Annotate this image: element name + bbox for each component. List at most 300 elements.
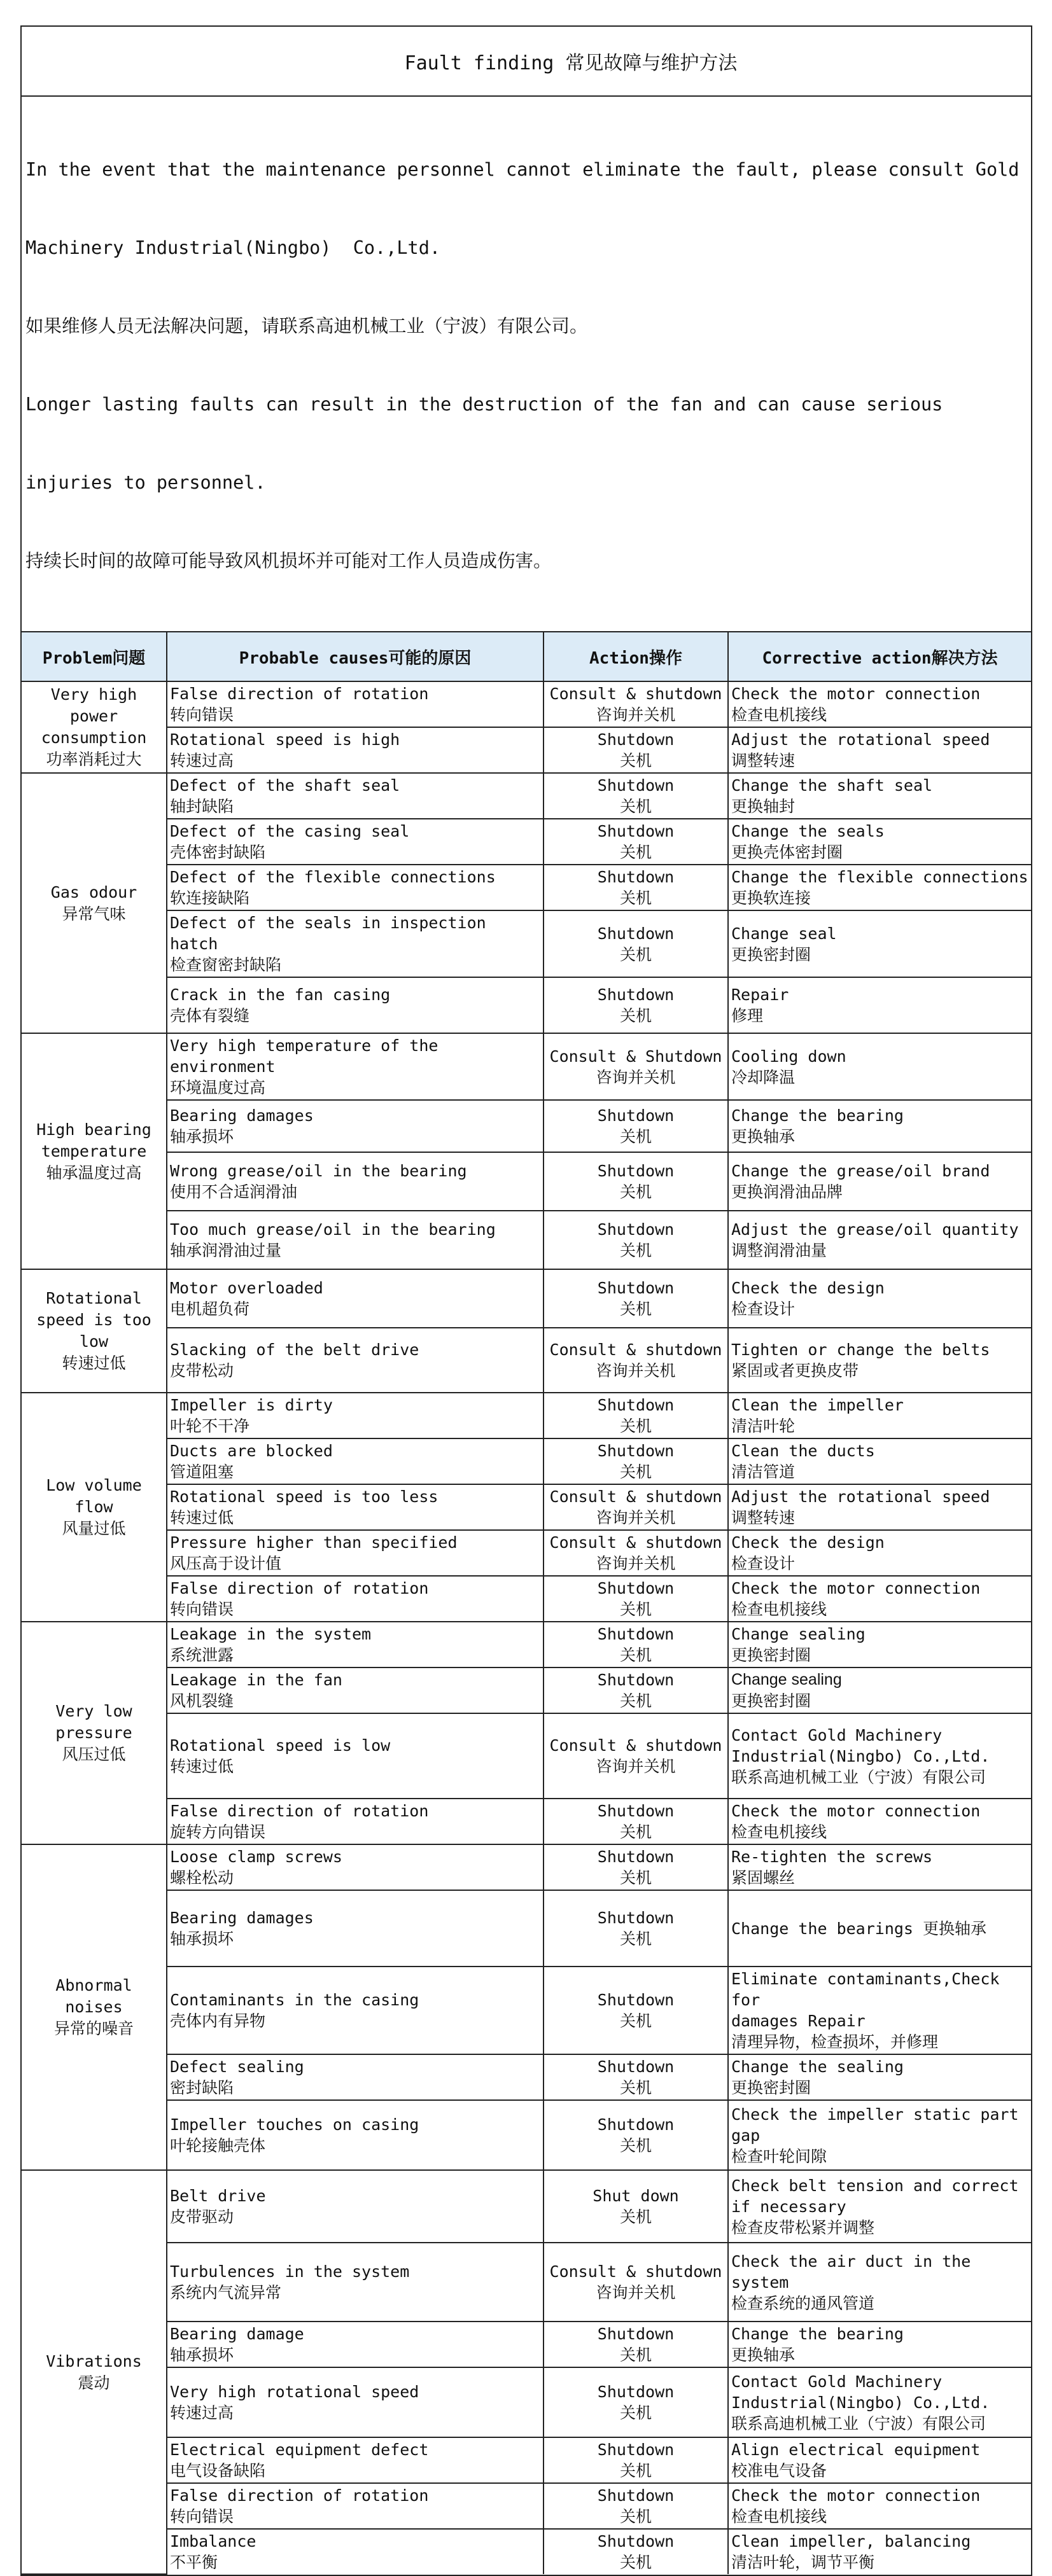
action-cell	[544, 2100, 728, 2170]
cell-line: 更换轴承	[731, 2346, 796, 2364]
cause-cell	[167, 2367, 544, 2437]
cell-line: 关机	[619, 1869, 652, 1887]
corrective-cell	[728, 2322, 1031, 2367]
corrective-cell	[728, 977, 1031, 1033]
cell-line: Shutdown	[597, 985, 675, 1004]
cell-line: 叶轮不干净	[170, 1417, 250, 1435]
action-cell	[544, 1713, 728, 1799]
cell-line: 关机	[619, 2346, 652, 2364]
cell-line: 轴承润滑油过量	[170, 1241, 282, 1260]
corrective-cell	[728, 819, 1031, 865]
cell-line: Rotational speed is low	[170, 1736, 391, 1755]
cell-line: 皮带松动	[170, 1361, 234, 1380]
action-cell	[544, 1393, 728, 1438]
problem-cell	[22, 1393, 167, 1622]
page-title: Fault finding 常见故障与维护方法	[22, 27, 1031, 97]
action-cell	[544, 2367, 728, 2437]
corrective-cell	[728, 1211, 1031, 1269]
cell-line: 关机	[619, 2461, 652, 2480]
cell-line: 检查电机接线	[731, 1823, 827, 1841]
cell-line: Shutdown	[597, 822, 675, 840]
cell-line: Loose clamp screws	[170, 1848, 342, 1866]
cell-line: Shutdown	[597, 2486, 675, 2505]
table-row	[22, 1967, 1031, 2054]
cell-line: Adjust the rotational speed	[731, 1487, 990, 1506]
cause-cell	[167, 1844, 544, 1890]
cell-line: 风压过低	[62, 1745, 126, 1764]
action-cell	[544, 2322, 728, 2367]
cell-line: Clean the impeller	[731, 1396, 904, 1414]
cell-line: 关机	[619, 797, 652, 816]
cell-line: 清洁叶轮，调节平衡	[731, 2553, 875, 2572]
intro-notice	[22, 97, 1031, 632]
cell-line: Re-tighten the screws	[731, 1848, 933, 1866]
cell-line: Adjust the grease/oil quantity	[731, 1220, 1019, 1239]
cell-line: Impeller touches on casing	[170, 2115, 419, 2134]
cell-line: 更换壳体密封圈	[731, 843, 843, 861]
action-cell	[544, 2054, 728, 2100]
cause-cell	[167, 2100, 544, 2170]
cell-line: Shutdown	[597, 1442, 675, 1460]
cell-line: Change the flexible connections	[731, 868, 1028, 886]
cell-line: 管道阻塞	[170, 1463, 234, 1481]
action-cell	[544, 2483, 728, 2529]
cause-cell	[167, 865, 544, 910]
cell-line: speed is too	[36, 1311, 151, 1329]
intro-line: injuries to personnel.	[25, 472, 266, 493]
cell-line: 清洁管道	[731, 1463, 796, 1481]
corrective-cell	[728, 1033, 1031, 1100]
cell-line: 调整转速	[731, 1508, 796, 1527]
corrective-cell	[728, 1890, 1031, 1967]
cause-cell	[167, 1713, 544, 1799]
corrective-cell	[728, 2483, 1031, 2529]
cell-line: 关机	[619, 2208, 652, 2226]
cell-line: 软连接缺陷	[170, 889, 250, 907]
cell-line: Repair	[731, 985, 789, 1004]
cause-cell	[167, 2529, 544, 2574]
cell-line: Shutdown	[597, 924, 675, 943]
table-row	[22, 2437, 1031, 2483]
cell-line: 咨询并关机	[596, 1554, 676, 1573]
cell-line: Ducts are blocked	[170, 1442, 333, 1460]
cell-line: 调整润滑油量	[731, 1241, 827, 1260]
cause-cell	[167, 977, 544, 1033]
corrective-cell	[728, 1100, 1031, 1152]
cell-line: Change sealing	[731, 1671, 842, 1688]
cell-line: 更换密封圈	[731, 945, 811, 964]
cell-line: Check the air duct in the system	[731, 2252, 971, 2292]
cell-line: Very high temperature of the environment	[170, 1036, 438, 1076]
cell-line: Impeller is dirty	[170, 1396, 333, 1414]
cell-line: 转向错误	[170, 1600, 234, 1619]
cell-line: 校准电气设备	[731, 2461, 827, 2480]
cell-line: Check the impeller static part	[731, 2105, 1019, 2124]
cell-line: 关机	[619, 2553, 652, 2572]
table-row	[22, 2483, 1031, 2529]
table-row	[22, 2322, 1031, 2367]
table-row	[22, 1393, 1031, 1438]
cell-line: 调整转速	[731, 751, 796, 770]
cell-line: 轴封缺陷	[170, 797, 234, 816]
cell-line: Consult & shutdown	[549, 1533, 722, 1552]
cell-line: 转向错误	[170, 2507, 234, 2526]
cell-line: 转速过低	[170, 1757, 234, 1776]
cell-line: Slacking of the belt drive	[170, 1340, 419, 1359]
corrective-cell	[728, 1967, 1031, 2054]
cell-line: Change the seals	[731, 822, 885, 840]
cell-line: Clean the ducts	[731, 1442, 875, 1460]
cell-line: False direction of rotation	[170, 1802, 429, 1820]
cell-line: 关机	[619, 1241, 652, 1260]
cell-line: 更换密封圈	[731, 1692, 811, 1710]
table-row	[22, 1438, 1031, 1484]
table-row	[22, 1530, 1031, 1576]
cell-line: 风压高于设计值	[170, 1554, 282, 1573]
cell-line: Check the design	[731, 1533, 885, 1552]
cell-line: 壳体密封缺陷	[170, 843, 266, 861]
corrective-cell	[728, 2243, 1031, 2322]
cell-line: Shutdown	[597, 1909, 675, 1927]
action-cell	[544, 1890, 728, 1967]
cell-line: Shutdown	[597, 2115, 675, 2134]
action-cell	[544, 1100, 728, 1152]
cell-line: Crack in the fan casing	[170, 985, 391, 1004]
table-row	[22, 1328, 1031, 1393]
cell-line: 检查电机接线	[731, 1600, 827, 1619]
problem-cell	[22, 1269, 167, 1393]
cell-line: 关机	[619, 1183, 652, 1201]
cell-line: Rotational speed is high	[170, 730, 400, 749]
cause-cell	[167, 1269, 544, 1328]
cell-line: 轴承损坏	[170, 1930, 234, 1948]
cell-line: 检查系统的通风管道	[731, 2294, 875, 2313]
cell-line: Belt drive	[170, 2187, 266, 2205]
cell-line: 紧固或者更换皮带	[731, 1361, 859, 1380]
cell-line: 咨询并关机	[596, 1757, 676, 1776]
cell-line: 环境温度过高	[170, 1078, 266, 1097]
cell-line: Defect of the flexible connections	[170, 868, 496, 886]
cell-line: Pressure higher than specified	[170, 1533, 458, 1552]
cell-line: 关机	[619, 1300, 652, 1318]
cell-line: Consult & shutdown	[549, 685, 722, 703]
cell-line: low	[79, 1332, 109, 1351]
cell-line: Defect of the seals in inspection hatch	[170, 914, 486, 953]
cell-line: 壳体内有异物	[170, 2012, 266, 2030]
corrective-cell	[728, 681, 1031, 727]
cell-line: Very high rotational speed	[170, 2383, 419, 2401]
table-body	[22, 681, 1031, 2574]
cell-line: Very high power	[50, 685, 137, 725]
cell-line: Change seal	[731, 924, 837, 943]
cell-line: 紧固螺丝	[731, 1869, 796, 1887]
corrective-cell	[728, 1530, 1031, 1576]
action-cell	[544, 1484, 728, 1530]
cell-line: Change the shaft seal	[731, 776, 933, 795]
action-cell	[544, 1667, 728, 1713]
cell-line: Shutdown	[597, 2325, 675, 2343]
corrective-cell	[728, 1667, 1031, 1713]
cause-cell	[167, 1667, 544, 1713]
cell-line: Change sealing	[731, 1625, 866, 1643]
cell-line: 震动	[78, 2373, 110, 2392]
cell-line: 密封缺陷	[170, 2078, 234, 2097]
cell-line: 不平衡	[170, 2553, 218, 2572]
cell-line: 咨询并关机	[596, 1508, 676, 1527]
corrective-cell	[728, 727, 1031, 773]
corrective-cell	[728, 1799, 1031, 1844]
action-cell	[544, 1033, 728, 1100]
intro-line: In the event that the maintenance personnel cannot eliminate the fault, please consult Gold	[25, 159, 1020, 180]
cause-cell	[167, 2243, 544, 2322]
cell-line: 联系高迪机械工业（宁波）有限公司	[731, 1767, 986, 1786]
cell-line: 关机	[619, 2136, 652, 2155]
cell-line: Electrical equipment defect	[170, 2440, 429, 2459]
cell-line: Shutdown	[597, 1106, 675, 1125]
table-row	[22, 773, 1031, 819]
cause-cell	[167, 1967, 544, 2054]
cell-line: 咨询并关机	[596, 1361, 676, 1380]
cell-line: Change the grease/oil brand	[731, 1162, 990, 1180]
cell-line: Rotational speed is too less	[170, 1487, 438, 1506]
table-row	[22, 1713, 1031, 1799]
cell-line: False direction of rotation	[170, 685, 429, 703]
cause-cell	[167, 819, 544, 865]
table-row	[22, 2243, 1031, 2322]
cell-line: 关机	[619, 751, 652, 770]
cell-line: 清理异物，检查损坏，并修理	[731, 2033, 939, 2051]
cell-line: Change the bearing	[731, 2325, 904, 2343]
corrective-cell	[728, 2529, 1031, 2574]
cause-cell	[167, 2170, 544, 2243]
corrective-cell	[728, 2367, 1031, 2437]
cell-line: 关机	[619, 889, 652, 907]
cell-line: Clean impeller, balancing	[731, 2532, 971, 2551]
action-cell	[544, 1844, 728, 1890]
problem-cell	[22, 1844, 167, 2170]
cell-line: Shutdown	[597, 730, 675, 749]
table-row	[22, 1622, 1031, 1667]
cell-line: Vibrations	[46, 2351, 142, 2371]
cell-line: Contaminants in the casing	[170, 1991, 419, 2009]
cell-line: Shutdown	[597, 2440, 675, 2459]
cause-cell	[167, 681, 544, 727]
cell-line: 转速过高	[170, 751, 234, 770]
cell-line: Shutdown	[597, 2532, 675, 2551]
cell-line: 更换密封圈	[731, 1646, 811, 1664]
cell-line: Consult & shutdown	[549, 2262, 722, 2281]
cell-line: 清洁叶轮	[731, 1417, 796, 1435]
cause-cell	[167, 2437, 544, 2483]
table-row	[22, 1211, 1031, 1269]
corrective-cell	[728, 2437, 1031, 2483]
cell-line: 咨询并关机	[596, 2283, 676, 2302]
table-row	[22, 1033, 1031, 1100]
table-row	[22, 1152, 1031, 1211]
cell-line: 更换密封圈	[731, 2078, 811, 2097]
cell-line: Shutdown	[597, 1991, 675, 2009]
cell-line: Change the sealing	[731, 2057, 904, 2076]
cell-line: Contact Gold Machinery	[731, 1725, 943, 1744]
cell-line: 转向错误	[170, 706, 234, 724]
action-cell	[544, 1622, 728, 1667]
cause-cell	[167, 1100, 544, 1152]
table-row	[22, 819, 1031, 865]
cell-line: 检查设计	[731, 1554, 796, 1573]
cell-line: Shutdown	[597, 776, 675, 795]
cell-line: Shut down	[593, 2187, 679, 2205]
table-header-row	[22, 632, 1031, 681]
problem-cell	[22, 2170, 167, 2574]
cause-cell	[167, 2483, 544, 2529]
cell-line: Very low	[55, 1702, 132, 1720]
cell-line: Abnormal noises	[55, 1976, 132, 2016]
cell-line: damages Repair	[731, 2012, 866, 2030]
cell-line: 检查窗密封缺陷	[170, 956, 282, 974]
intro-line: 如果维修人员无法解决问题，请联系高迪机械工业（宁波）有限公司。	[25, 316, 588, 337]
cell-line: 轴承温度过高	[46, 1163, 142, 1182]
corrective-cell	[728, 2170, 1031, 2243]
cell-line: Check belt tension and correct	[731, 2176, 1019, 2195]
header-cause: Probable causes可能的原因	[167, 632, 544, 681]
cell-line: Motor overloaded	[170, 1279, 323, 1297]
cause-cell	[167, 1438, 544, 1484]
action-cell	[544, 1530, 728, 1576]
cell-line: 关机	[619, 2078, 652, 2097]
cell-line: 皮带驱动	[170, 2208, 234, 2226]
cause-cell	[167, 1576, 544, 1622]
action-cell	[544, 1438, 728, 1484]
cell-line: 联系高迪机械工业（宁波）有限公司	[731, 2414, 986, 2433]
cell-line: Consult & Shutdown	[549, 1047, 722, 1066]
corrective-cell	[728, 1713, 1031, 1799]
table-row	[22, 727, 1031, 773]
cause-cell	[167, 2054, 544, 2100]
cell-line: Check the design	[731, 1279, 885, 1297]
cell-line: 更换轴封	[731, 797, 796, 816]
cell-line: Shutdown	[597, 1162, 675, 1180]
action-cell	[544, 2170, 728, 2243]
cause-cell	[167, 910, 544, 977]
cell-line: 更换轴承	[731, 1127, 796, 1146]
cell-line: consumption	[41, 728, 147, 747]
problem-cell	[22, 773, 167, 1033]
cell-line: Change the bearings 更换轴承	[731, 1919, 987, 1938]
corrective-cell	[728, 1328, 1031, 1393]
cell-line: 轴承损坏	[170, 2346, 234, 2364]
cell-line: Change the bearing	[731, 1106, 904, 1125]
cause-cell	[167, 1328, 544, 1393]
cell-line: 关机	[619, 2404, 652, 2422]
corrective-cell	[728, 1152, 1031, 1211]
cell-line: 系统内气流异常	[170, 2283, 282, 2302]
cell-line: Adjust the rotational speed	[731, 730, 990, 749]
cell-line: 咨询并关机	[596, 706, 676, 724]
cell-line: 转速过低	[62, 1354, 126, 1372]
action-cell	[544, 910, 728, 977]
cell-line: Consult & shutdown	[549, 1487, 722, 1506]
cell-line: 检查电机接线	[731, 2507, 827, 2526]
cell-line: Turbulences in the system	[170, 2262, 410, 2281]
corrective-cell	[728, 1269, 1031, 1328]
cell-line: Shutdown	[597, 868, 675, 886]
cell-line: False direction of rotation	[170, 1579, 429, 1598]
cell-line: Defect of the casing seal	[170, 822, 410, 840]
action-cell	[544, 1328, 728, 1393]
cell-line: 关机	[619, 1600, 652, 1619]
cell-line: Shutdown	[597, 1802, 675, 1820]
action-cell	[544, 681, 728, 727]
table-row	[22, 1484, 1031, 1530]
cell-line: Gas odour	[50, 882, 137, 902]
cell-line: Shutdown	[597, 1579, 675, 1598]
cell-line: 关机	[619, 2012, 652, 2030]
cell-line: 异常的噪音	[53, 2019, 134, 2038]
cause-cell	[167, 727, 544, 773]
intro-line: 持续长时间的故障可能导致风机损坏并可能对工作人员造成伤害。	[25, 550, 552, 571]
cause-cell	[167, 1530, 544, 1576]
table-row	[22, 1844, 1031, 1890]
corrective-cell	[728, 1484, 1031, 1530]
action-cell	[544, 2529, 728, 2574]
table-row	[22, 977, 1031, 1033]
cause-cell	[167, 2322, 544, 2367]
cell-line: Check the motor connection	[731, 1579, 981, 1598]
table-row	[22, 865, 1031, 910]
action-cell	[544, 727, 728, 773]
problem-cell	[22, 681, 167, 773]
table-row	[22, 910, 1031, 977]
cell-line: Bearing damages	[170, 1106, 314, 1125]
table-row	[22, 1667, 1031, 1713]
cell-line: 功率消耗过大	[46, 750, 142, 769]
fault-finding-sheet	[20, 25, 1032, 2576]
cause-cell	[167, 1152, 544, 1211]
table-row	[22, 1269, 1031, 1328]
cell-line: Tighten or change the belts	[731, 1340, 990, 1359]
corrective-cell	[728, 1576, 1031, 1622]
cell-line: 关机	[619, 1127, 652, 1146]
action-cell	[544, 1967, 728, 2054]
cell-line: Industrial(Ningbo) Co.,Ltd.	[731, 2393, 990, 2412]
cell-line: 叶轮接触壳体	[170, 2136, 266, 2155]
corrective-cell	[728, 865, 1031, 910]
table-row	[22, 2100, 1031, 2170]
cell-line: 关机	[619, 1417, 652, 1435]
intro-line: Longer lasting faults can result in the destruction of the fan and can cause serious	[25, 394, 943, 415]
cell-line: 壳体有裂缝	[170, 1006, 250, 1025]
cell-line: Defect of the shaft seal	[170, 776, 400, 795]
cell-line: 冷却降温	[731, 1068, 796, 1087]
action-cell	[544, 2437, 728, 2483]
cell-line: Align electrical equipment	[731, 2440, 981, 2459]
cell-line: Leakage in the system	[170, 1625, 372, 1643]
intro-line: Machinery Industrial(Ningbo) Co.,Ltd.	[25, 237, 441, 258]
cell-line: 关机	[619, 1692, 652, 1710]
action-cell	[544, 819, 728, 865]
cell-line: 更换润滑油品牌	[731, 1183, 843, 1201]
cell-line: Consult & shutdown	[549, 1736, 722, 1755]
cell-line: Shutdown	[597, 1625, 675, 1643]
cell-line: 转速过高	[170, 2404, 234, 2422]
cause-cell	[167, 1484, 544, 1530]
cell-line: temperature	[41, 1141, 147, 1160]
cell-line: Rotational	[46, 1289, 142, 1307]
cause-cell	[167, 773, 544, 819]
header-corrective: Corrective action解决方法	[728, 632, 1031, 681]
cell-line: Shutdown	[597, 1279, 675, 1297]
cause-cell	[167, 1799, 544, 1844]
